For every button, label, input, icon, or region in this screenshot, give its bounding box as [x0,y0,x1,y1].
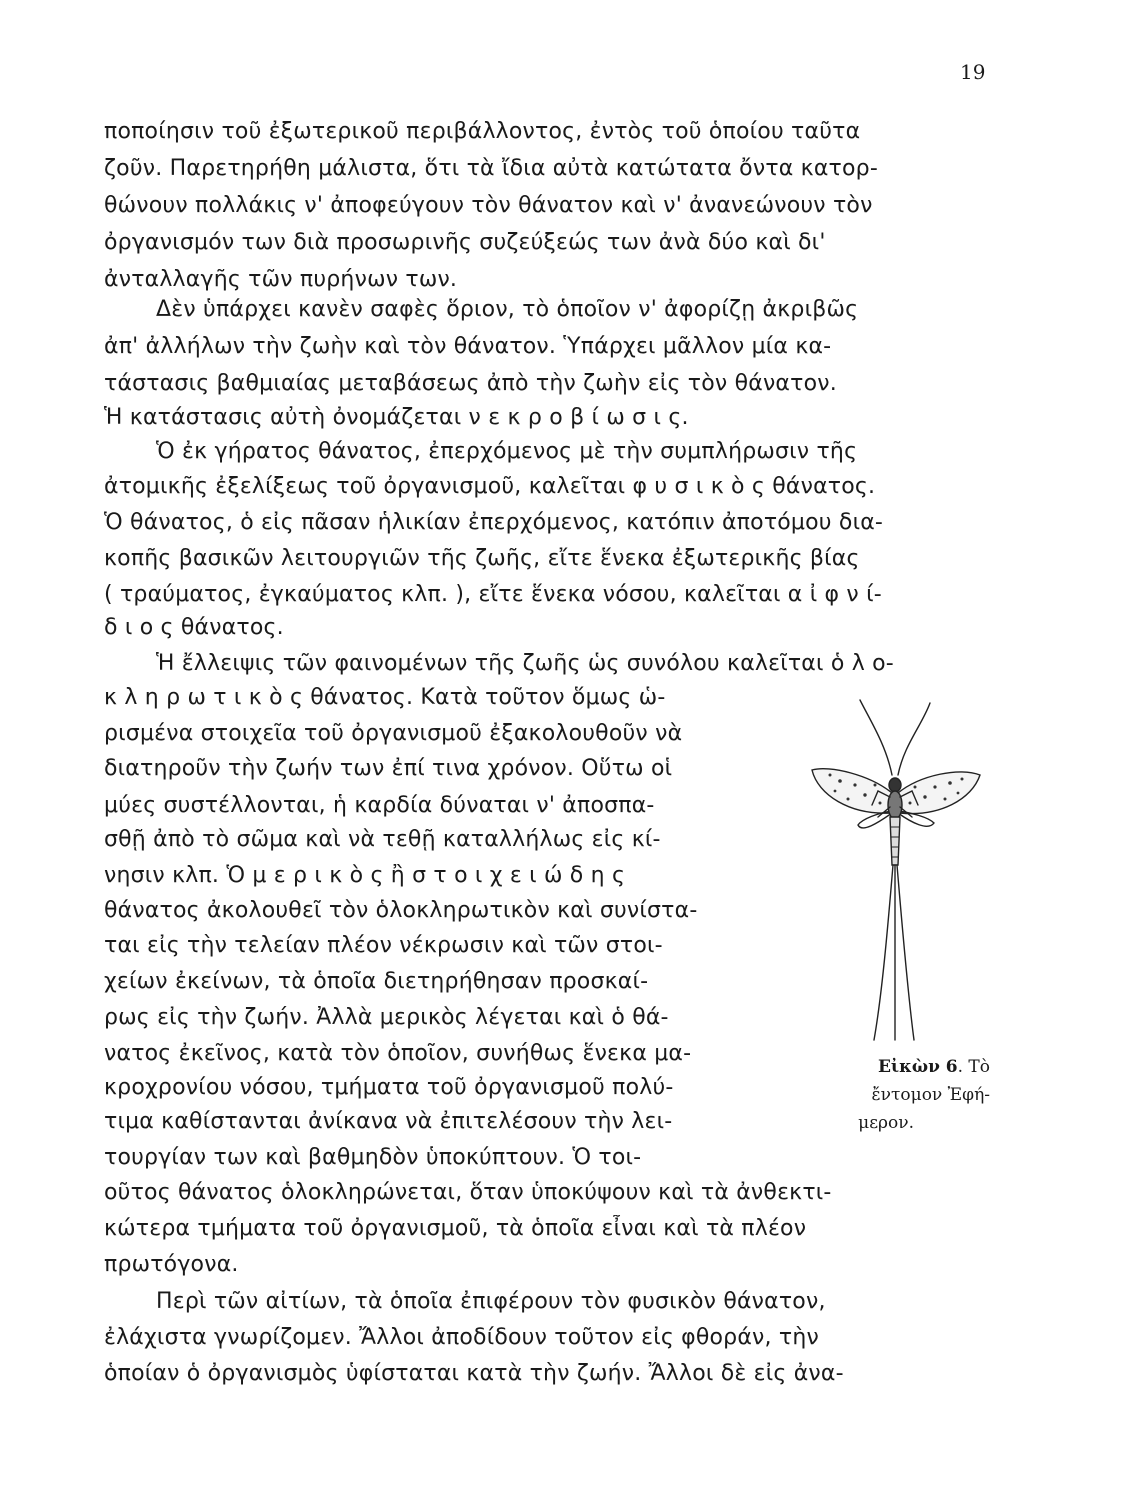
text-line: σθῇ ἀπὸ τὸ σῶμα καὶ νὰ τεθῇ καταλλήλως εἰς κί- [104,827,661,852]
text-line: κώτερα τμήματα τοῦ ὀργανισμοῦ, τὰ ὁποῖα εἶναι καὶ τὰ πλέον [104,1216,807,1241]
text-line: οῦτος θάνατος ὁλοκληρώνεται, ὅταν ὑποκύψουν καὶ τὰ ἀνθεκτι- [104,1180,832,1205]
text-line: ζοῦν. Παρετηρήθη μάλιστα, ὅτι τὰ ἴδια αὐτὰ κατώτατα ὄντα κατορ- [104,156,878,181]
text-line: ται εἰς τὴν τελείαν πλέον νέκρωσιν καὶ τῶν στοι- [104,933,663,958]
text-line: Ἡ κατάστασις αὐτὴ ὀνομάζεται ν ε κ ρ ο β ί ω σ ι ς. [104,405,689,430]
text-line: τάστασις βαθμιαίας μεταβάσεως ἀπὸ τὴν ζωὴν εἰς τὸν θάνατον. [104,371,837,396]
text-line: κροχρονίου νόσου, τμήματα τοῦ ὀργανισμοῦ πολύ- [104,1075,674,1100]
text-line: διατηροῦν τὴν ζωήν των ἐπί τινα χρόνον. Οὕτω οἱ [104,756,673,781]
text-line: ρως εἰς τὴν ζωήν. Ἀλλὰ μερικὸς λέγεται καὶ ὁ θά- [104,1005,669,1030]
text-line: ἀτομικῆς ἐξελίξεως τοῦ ὀργανισμοῦ, καλεῖται φ υ σ ι κ ὸ ς θάνατος. [104,474,876,499]
text-line: Περὶ τῶν αἰτίων, τὰ ὁποῖα ἐπιφέρουν τὸν φυσικὸν θάνατον, [156,1289,826,1314]
figure-caption [810,1054,990,1080]
text-line: ὁποίαν ὁ ὀργανισμὸς ὑφίσταται κατὰ τὴν ζωήν. Ἄλλοι δὲ εἰς ἀνα- [104,1361,844,1386]
text-line: Ὁ ἐκ γήρατος θάνατος, ἐπερχόμενος μὲ τὴν συμπλήρωσιν τῆς [156,439,858,464]
text-line: χείων ἐκείνων, τὰ ὁποῖα διετηρήθησαν προσκαί- [104,969,649,994]
text-line: μύες συστέλλονται, ἡ καρδία δύναται ν' ἀποσπα- [104,793,655,818]
text-line: θώνουν πολλάκις ν' ἀποφεύγουν τὸν θάνατον καὶ ν' ἀνανεώνουν τὸν [104,193,873,218]
text-line: ὀργανισμόν των διὰ προσωρινῆς συζεύξεώς των ἀνὰ δύο καὶ δι' [104,230,826,255]
figure-caption-part: . Τὸ [957,1057,990,1077]
text-line: ( τραύματος, ἐγκαύματος κλπ. ), εἴτε ἕνεκα νόσου, καλεῖται α ἰ φ ν ί- [104,582,882,607]
text-line: ρισμένα στοιχεῖα τοῦ ὀργανισμοῦ ἐξακολουθοῦν νὰ [104,721,683,746]
mayfly-icon [800,695,990,1045]
text-line: πρωτόγονα. [104,1252,239,1277]
text-line: τουργίαν των καὶ βαθμηδὸν ὑποκύπτουν. Ὁ τοι- [104,1145,642,1170]
text-line: δ ι ο ς θάνατος. [104,615,284,640]
text-line: νησιν κλπ. Ὁ μ ε ρ ι κ ὸ ς ἢ σ τ ο ι χ ε ι ώ δ η ς [104,863,626,888]
text-line: ποποίησιν τοῦ ἐξωτερικοῦ περιβάλλοντος, ἐντὸς τοῦ ὁποίου ταῦτα [104,119,861,144]
text-line: θάνατος ἀκολουθεῖ τὸν ὁλοκληρωτικὸν καὶ συνίστα- [104,898,698,923]
text-line: Δὲν ὑπάρχει κανὲν σαφὲς ὅριον, τὸ ὁποῖον ν' ἀφορίζῃ ἀκριβῶς [156,297,859,322]
page-number: 19 [960,60,986,84]
figure-label: Εἰκὼν 6 [877,1057,958,1077]
text-line: Ὁ θάνατος, ὁ εἰς πᾶσαν ἡλικίαν ἐπερχόμενος, κατόπιν ἀποτόμου δια- [104,510,884,535]
text-line: ἀνταλλαγῆς τῶν πυρήνων των. [104,267,458,292]
text-line: κ λ η ρ ω τ ι κ ὸ ς θάνατος. Κατὰ τοῦτον ὅμως ὡ- [104,685,666,710]
text-line: νατος ἐκεῖνος, κατὰ τὸν ὁποῖον, συνήθως ἕνεκα μα- [104,1041,692,1066]
text-line: τιμα καθίστανται ἀνίκανα νὰ ἐπιτελέσουν τὴν λει- [104,1109,673,1134]
text-line: ἐλάχιστα γνωρίζομεν. Ἄλλοι ἀποδίδουν τοῦτον εἰς φθοράν, τὴν [104,1325,819,1350]
mayfly-illustration [800,695,990,1045]
figure-caption-line: ἔντομον Ἐφή- [871,1085,990,1105]
figure-caption-line: μερον. [858,1113,914,1133]
text-line: Ἡ ἔλλειψις τῶν φαινομένων τῆς ζωῆς ὡς συνόλου καλεῖται ὁ λ ο- [156,651,894,676]
text-line: κοπῆς βασικῶν λειτουργιῶν τῆς ζωῆς, εἴτε ἕνεκα ἐξωτερικῆς βίας [104,546,860,571]
text-line: ἀπ' ἀλλήλων τὴν ζωὴν καὶ τὸν θάνατον. Ὑπάρχει μᾶλλον μία κα- [104,334,832,359]
